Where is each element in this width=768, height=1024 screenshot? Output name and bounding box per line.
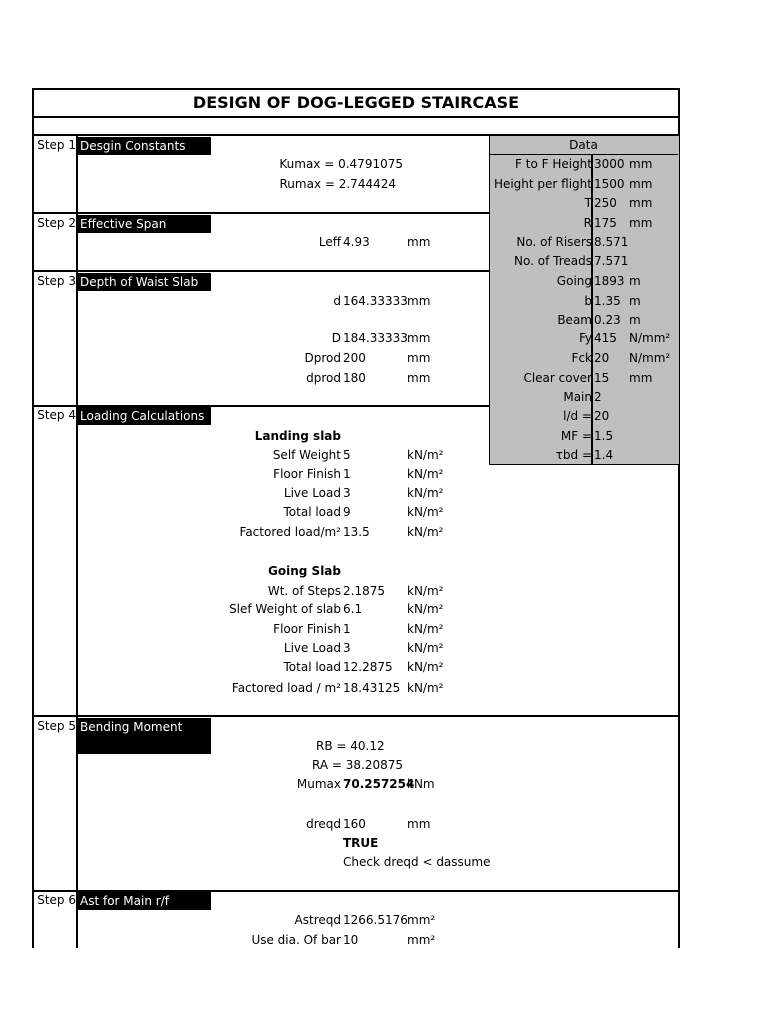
data-row-1-unit: mm — [629, 177, 653, 191]
mumax-unit: kNm — [407, 777, 435, 791]
data-row-15-value: 1.4 — [594, 448, 614, 462]
divider-step2 — [32, 212, 490, 214]
data-row-8-label: Beam — [557, 313, 592, 327]
bar-dia-value: 10 — [343, 933, 359, 947]
leff-unit: mm — [407, 235, 431, 249]
landing-row-4-value: 13.5 — [343, 525, 370, 539]
landing-slab-title: Landing slab — [254, 429, 341, 443]
D-label: D — [331, 331, 341, 345]
step-3-heading: Depth of Waist Slab — [78, 273, 211, 291]
astreqd-value: 1266.5176 — [343, 913, 408, 927]
data-row-3-value: 175 — [594, 216, 617, 230]
landing-row-2-label: Live Load — [283, 486, 341, 500]
data-row-6-value: 1893 — [594, 274, 625, 288]
data-row-10-value: 20 — [594, 351, 610, 365]
data-row-2-unit: mm — [629, 196, 653, 210]
data-row-6-unit: m — [629, 274, 641, 288]
data-row-7-label: b — [584, 294, 592, 308]
going-row-0-value: 2.1875 — [343, 584, 385, 598]
data-row-10-unit: N/mm² — [629, 351, 671, 365]
mumax-value: 70.257254 — [343, 777, 415, 791]
step-1-heading: Desgin Constants — [78, 137, 211, 155]
step-5-label: Step 5 — [37, 719, 76, 733]
data-row-15-label: τbd = — [555, 448, 592, 462]
ra-value: RA = 38.20875 — [312, 758, 404, 772]
data-row-11-label: Clear cover — [523, 371, 592, 385]
landing-row-3-label: Total load — [283, 505, 341, 519]
landing-row-4-label: Factored load/m² — [239, 525, 341, 539]
d-unit: mm — [407, 294, 431, 308]
title-divider — [32, 116, 680, 118]
data-row-11-value: 15 — [594, 371, 610, 385]
data-row-0-label: F to F Height — [515, 157, 592, 171]
divider-step3 — [32, 270, 490, 272]
landing-row-0-label: Self Weight — [272, 448, 341, 462]
landing-row-2-unit: kN/m² — [407, 486, 444, 500]
going-row-5-label: Factored load / m² — [231, 681, 341, 695]
data-row-0-unit: mm — [629, 157, 653, 171]
step-6-heading: Ast for Main r/f — [78, 892, 211, 910]
going-row-5-unit: kN/m² — [407, 681, 444, 695]
going-row-0-label: Wt. of Steps — [267, 584, 341, 598]
divider-step5 — [32, 715, 680, 717]
data-row-13-label: l/d = — [563, 409, 592, 423]
data-row-3-unit: mm — [629, 216, 653, 230]
going-row-1-label: Slef Weight of slab — [229, 602, 341, 616]
dreqd-label: dreqd — [306, 817, 341, 831]
data-row-11-unit: mm — [629, 371, 653, 385]
kumax-value: Kumax = 0.4791075 — [279, 157, 403, 171]
check-text: Check dreqd < dassume — [343, 855, 491, 869]
data-row-9-value: 415 — [594, 331, 617, 345]
landing-row-1-value: 1 — [343, 467, 351, 481]
rb-value: RB = 40.12 — [316, 739, 385, 753]
data-row-12-value: 2 — [594, 390, 602, 404]
data-row-9-unit: N/mm² — [629, 331, 671, 345]
data-row-13-value: 20 — [594, 409, 610, 423]
page-title: DESIGN OF DOG-LEGGED STAIRCASE — [192, 93, 520, 112]
going-row-5-value: 18.43125 — [343, 681, 401, 695]
landing-row-3-value: 9 — [343, 505, 351, 519]
landing-row-0-unit: kN/m² — [407, 448, 444, 462]
data-row-14-label: MF = — [560, 429, 592, 443]
data-panel-header: Data — [489, 136, 678, 155]
landing-row-1-label: Floor Finish — [273, 467, 341, 481]
step-2-heading: Effective Span — [78, 215, 211, 233]
astreqd-label: Astreqd — [294, 913, 341, 927]
mumax-label: Mumax — [296, 777, 341, 791]
D-value: 184.33333 — [343, 331, 408, 345]
data-row-3-label: R — [583, 216, 592, 230]
check-result: TRUE — [343, 836, 379, 850]
going-row-0-unit: kN/m² — [407, 584, 444, 598]
data-row-7-unit: m — [629, 294, 641, 308]
data-row-4-value: 8.571 — [594, 235, 629, 249]
dprod-label: dprod — [306, 371, 341, 385]
landing-row-3-unit: kN/m² — [407, 505, 444, 519]
landing-row-0-value: 5 — [343, 448, 351, 462]
data-row-1-label: Height per flight — [493, 177, 592, 191]
D-unit: mm — [407, 331, 431, 345]
going-row-1-value: 6.1 — [343, 602, 363, 616]
data-row-14-value: 1.5 — [594, 429, 614, 443]
landing-row-2-value: 3 — [343, 486, 351, 500]
data-row-9-label: Fy — [579, 331, 592, 345]
Dprod-unit: mm — [407, 351, 431, 365]
data-row-5-label: No. of Treads — [514, 254, 592, 268]
going-slab-title: Going Slab — [268, 564, 341, 578]
data-row-12-label: Main — [563, 390, 592, 404]
data-row-10-label: Fck — [571, 351, 592, 365]
d-value: 164.33333 — [343, 294, 408, 308]
data-row-1-value: 1500 — [594, 177, 625, 191]
data-row-6-label: Going — [556, 274, 592, 288]
step-2-label: Step 2 — [37, 216, 76, 230]
step-column-divider — [76, 134, 78, 948]
data-row-4-label: No. of Risers — [516, 235, 592, 249]
going-row-2-value: 1 — [343, 622, 351, 636]
going-row-3-label: Live Load — [283, 641, 341, 655]
leff-value: 4.93 — [343, 235, 370, 249]
rumax-value: Rumax = 2.744424 — [279, 177, 396, 191]
dreqd-unit: mm — [407, 817, 431, 831]
dprod-unit: mm — [407, 371, 431, 385]
data-row-8-value: 0.23 — [594, 313, 621, 327]
d-label: d — [333, 294, 341, 308]
dprod-value: 180 — [343, 371, 366, 385]
data-row-0-value: 3000 — [594, 157, 625, 171]
data-row-8-unit: m — [629, 313, 641, 327]
going-row-2-unit: kN/m² — [407, 622, 444, 636]
astreqd-unit: mm² — [407, 913, 436, 927]
going-row-3-unit: kN/m² — [407, 641, 444, 655]
going-row-2-label: Floor Finish — [273, 622, 341, 636]
data-row-7-value: 1.35 — [594, 294, 621, 308]
step-4-label: Step 4 — [37, 408, 76, 422]
going-row-4-value: 12.2875 — [343, 660, 393, 674]
step-3-label: Step 3 — [37, 274, 76, 288]
data-row-2-label: T — [584, 196, 592, 210]
landing-row-4-unit: kN/m² — [407, 525, 444, 539]
going-row-1-unit: kN/m² — [407, 602, 444, 616]
data-row-2-value: 250 — [594, 196, 617, 210]
going-row-4-label: Total load — [283, 660, 341, 674]
landing-row-1-unit: kN/m² — [407, 467, 444, 481]
bar-dia-unit: mm² — [407, 933, 436, 947]
going-row-3-value: 3 — [343, 641, 351, 655]
step-4-heading: Loading Calculations — [78, 407, 211, 425]
Dprod-value: 200 — [343, 351, 366, 365]
going-row-4-unit: kN/m² — [407, 660, 444, 674]
data-row-5-value: 7.571 — [594, 254, 629, 268]
step-5-heading: Bending Moment — [78, 718, 211, 754]
dreqd-value: 160 — [343, 817, 366, 831]
step-1-label: Step 1 — [37, 138, 76, 152]
Dprod-label: Dprod — [304, 351, 341, 365]
step-6-label: Step 6 — [37, 893, 76, 907]
leff-label: Leff — [318, 235, 341, 249]
bar-dia-label: Use dia. Of bar — [251, 933, 341, 947]
